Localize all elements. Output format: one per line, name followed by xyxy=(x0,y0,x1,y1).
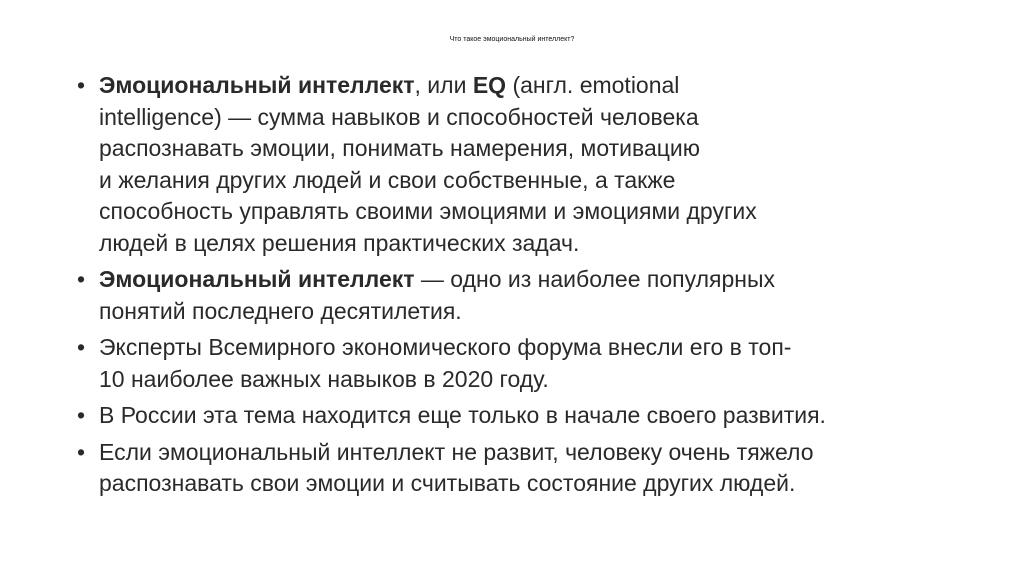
bold-term: Эмоциональный интеллект xyxy=(99,72,415,98)
bullet-line: распознавать свои эмоции и считывать состояние других людей. xyxy=(99,470,796,496)
bullet-dot-icon: • xyxy=(77,72,86,98)
line-text: (англ. emotional xyxy=(506,72,680,98)
bullet-line: Эксперты Всемирного экономического форума внесли его в топ- xyxy=(99,334,792,360)
bullet-line: способность управлять своими эмоциями и эмоциями других xyxy=(99,198,757,224)
bullet-item xyxy=(77,70,977,259)
bullet-list xyxy=(77,70,977,500)
bullet-line: распознавать эмоции, понимать намерения, мотивацию xyxy=(99,135,701,161)
bullet-dot-icon: • xyxy=(77,334,86,360)
bullet-item xyxy=(77,400,977,432)
bullet-item xyxy=(77,332,977,395)
bullet-line: Если эмоциональный интеллект не развит, человеку очень тяжело xyxy=(99,438,814,465)
bullet-line xyxy=(99,70,977,102)
slide-title: Что такое эмоциональный интеллект? xyxy=(449,36,575,43)
bold-term: Эмоциональный интеллект xyxy=(99,266,415,292)
slide-content xyxy=(77,70,977,505)
bullet-line: людей в целях решения практических задач. xyxy=(99,229,580,256)
line-text: , или xyxy=(414,72,473,98)
bullet-item xyxy=(77,437,977,500)
bullet-dot-icon: • xyxy=(77,438,86,465)
bullet-dot-icon: • xyxy=(77,266,86,292)
bold-term: EQ xyxy=(472,72,507,98)
line-text: — одно из наиболее популярных xyxy=(414,266,775,292)
bullet-line: и желания других людей и свои собственные, а также xyxy=(99,166,676,193)
bullet-dot-icon: • xyxy=(77,402,86,428)
bullet-line xyxy=(99,264,977,296)
bullet-line: 10 наиболее важных навыков в 2020 году. xyxy=(99,365,549,392)
bullet-line: В России эта тема находится еще только в начале своего развития. xyxy=(99,402,826,428)
bullet-line: intelligence) — сумма навыков и способностей человека xyxy=(99,103,699,130)
bullet-item xyxy=(77,264,977,327)
bullet-line: понятий последнего десятилетия. xyxy=(99,297,462,324)
